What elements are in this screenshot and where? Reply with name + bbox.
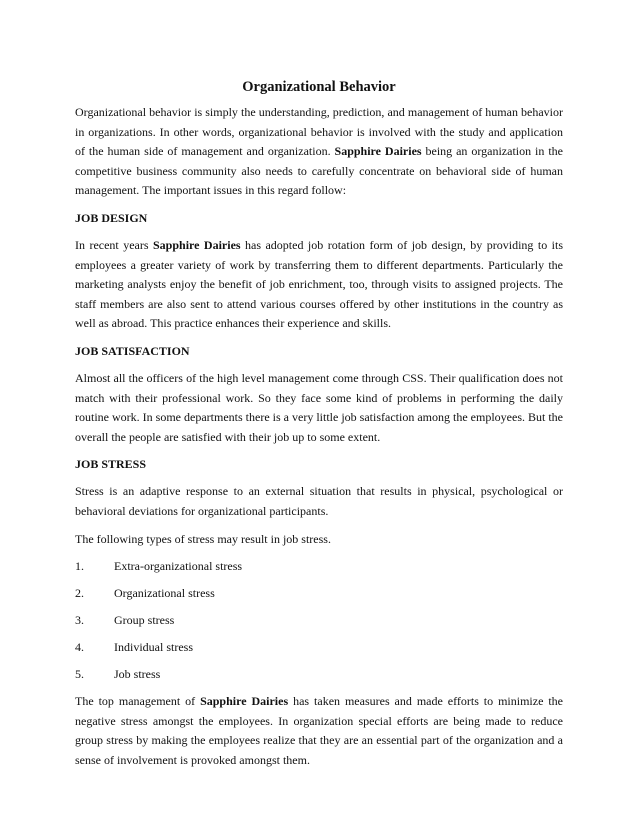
job-design-text-c: has adopted job rotation form of job design, by providing to its employees a greater variety of work by transferring them to different departments. Particularly the marketing analysts enjoy the benefit of job enrichment, too, through visits to assigned projects. The staff members are also sent to attend various courses offered by other institutions in the country as well as abroad. This practice enhances their experience and skills. [75,237,564,331]
closing-text-a: The top management of [75,694,201,709]
document-page [75,78,563,778]
intro-text-c: being an organization in the competitive business community also needs to carefully concentrate on behavioral side of human management. The important issues in this regard follow: [75,144,563,198]
list-item [75,611,563,630]
job-stress-paragraph: Stress is an adaptive response to an external situation that results in physical, psychological or behavioral deviations for organizational participants. [75,484,563,518]
company-name: Sapphire Dairies [200,694,289,709]
job-design-paragraph [75,236,563,334]
job-design-heading: JOB DESIGN [75,210,148,225]
list-item [75,638,563,657]
company-name: Sapphire Dairies [153,237,241,252]
list-item-number: 2. [75,586,84,601]
list-item-label: Job stress [114,667,161,682]
list-item-number: 1. [75,559,84,574]
job-satisfaction-heading: JOB SATISFACTION [75,343,190,358]
job-satisfaction-paragraph: Almost all the officers of the high level management come through CSS. Their qualification does not match with their professional work. So they face some kind of problems in performing the daily routine work. In some departments there is a very little job satisfaction among the employees. But the overall the people are satisfied with their job up to some extent. [75,370,563,444]
list-item [75,584,563,603]
list-item-number: 4. [75,640,84,655]
stress-types-list [75,557,563,684]
list-item-label: Organizational stress [114,586,215,601]
list-item-number: 5. [75,667,84,682]
intro-text-a: Organizational behavior is simply the understanding, prediction, and management of human behavior in organizations. In other words, organizational behavior is involved with the study and application of the human side of management and organization. [75,105,563,159]
list-item-label: Individual stress [114,640,193,655]
list-item [75,557,563,576]
list-item-label: Extra-organizational stress [114,559,243,574]
job-stress-heading: JOB STRESS [75,457,147,472]
company-name: Sapphire Dairies [334,144,422,159]
list-item-number: 3. [75,613,84,628]
document-title: Organizational Behavior [242,79,396,95]
closing-text-c: has taken measures and made efforts to minimize the negative stress amongst the employees. In organization special efforts are being made to reduce group stress by making the employees realize that they are an essential part of the organization and a sense of involvement is provoked amongst them. [75,694,564,767]
list-item [75,665,563,684]
intro-paragraph [75,103,563,201]
stress-list-intro: The following types of stress may result in job stress. [75,531,331,546]
list-item-label: Group stress [114,613,175,628]
job-design-text-a: In recent years [75,237,153,252]
closing-paragraph [75,692,563,770]
